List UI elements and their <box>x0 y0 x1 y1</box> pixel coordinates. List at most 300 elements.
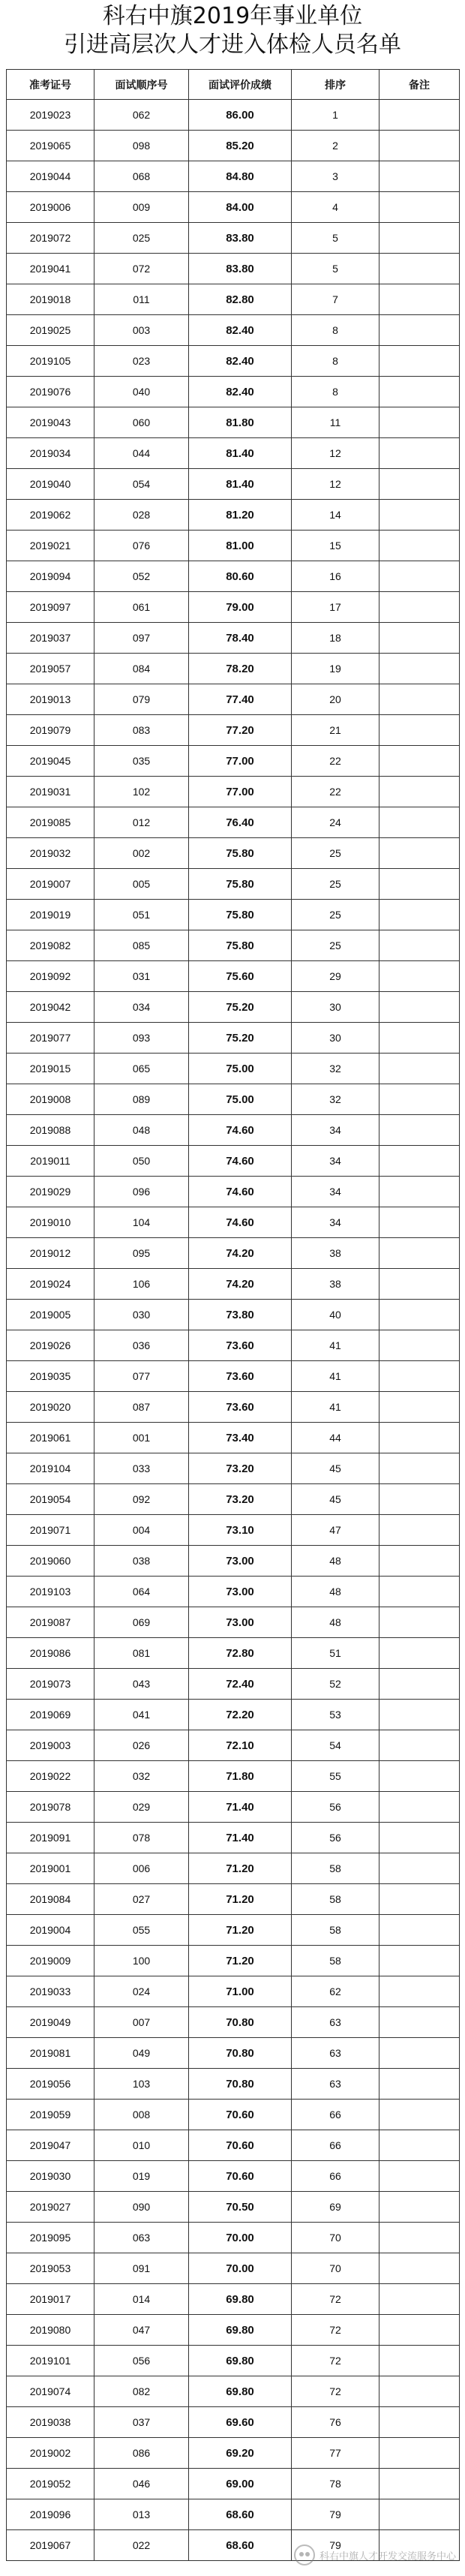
cell-interview-score: 71.80 <box>189 1761 292 1792</box>
table-row <box>7 807 460 838</box>
cell-rank: 58 <box>292 1915 380 1946</box>
cell-remarks <box>380 531 460 561</box>
cell-exam-number: 2019021 <box>7 531 94 561</box>
cell-rank: 29 <box>292 961 380 992</box>
cell-exam-number: 2019065 <box>7 131 94 161</box>
cell-interview-score: 71.40 <box>189 1792 292 1823</box>
cell-remarks <box>380 2284 460 2315</box>
cell-remarks <box>380 254 460 284</box>
cell-remarks <box>380 869 460 900</box>
cell-interview-score: 71.20 <box>189 1946 292 1976</box>
cell-interview-order: 063 <box>94 2223 189 2253</box>
cell-rank: 24 <box>292 807 380 838</box>
cell-remarks <box>380 1638 460 1669</box>
table-row <box>7 161 460 192</box>
table-row <box>7 1607 460 1638</box>
cell-rank: 32 <box>292 1084 380 1115</box>
cell-interview-order: 007 <box>94 2007 189 2038</box>
cell-remarks <box>380 1269 460 1300</box>
cell-exam-number: 2019026 <box>7 1330 94 1361</box>
cell-interview-score: 72.80 <box>189 1638 292 1669</box>
cell-exam-number: 2019060 <box>7 1546 94 1577</box>
cell-exam-number: 2019096 <box>7 2499 94 2530</box>
cell-exam-number: 2019019 <box>7 900 94 930</box>
table-row <box>7 1269 460 1300</box>
table-row <box>7 1453 460 1484</box>
cell-interview-order: 037 <box>94 2407 189 2438</box>
table-row <box>7 254 460 284</box>
cell-rank: 2 <box>292 131 380 161</box>
cell-interview-order: 095 <box>94 1238 189 1269</box>
cell-exam-number: 2019032 <box>7 838 94 869</box>
cell-interview-order: 012 <box>94 807 189 838</box>
cell-interview-score: 73.80 <box>189 1300 292 1330</box>
table-body <box>7 100 460 2561</box>
cell-rank: 70 <box>292 2253 380 2284</box>
table-header-row <box>7 70 460 100</box>
cell-interview-order: 028 <box>94 500 189 531</box>
cell-interview-order: 032 <box>94 1761 189 1792</box>
table-row <box>7 1084 460 1115</box>
cell-remarks <box>380 1792 460 1823</box>
cell-interview-score: 71.20 <box>189 1915 292 1946</box>
cell-rank: 19 <box>292 654 380 684</box>
cell-interview-order: 029 <box>94 1792 189 1823</box>
cell-interview-order: 048 <box>94 1115 189 1146</box>
cell-interview-score: 75.60 <box>189 961 292 992</box>
cell-rank: 38 <box>292 1269 380 1300</box>
cell-interview-score: 77.00 <box>189 746 292 777</box>
cell-interview-order: 096 <box>94 1177 189 1207</box>
cell-exam-number: 2019004 <box>7 1915 94 1946</box>
cell-interview-order: 060 <box>94 407 189 438</box>
cell-interview-score: 74.60 <box>189 1177 292 1207</box>
cell-interview-score: 70.60 <box>189 2161 292 2192</box>
cell-remarks <box>380 1607 460 1638</box>
header-rank: 排序 <box>292 70 380 100</box>
cell-rank: 3 <box>292 161 380 192</box>
cell-interview-order: 043 <box>94 1669 189 1700</box>
cell-interview-score: 73.00 <box>189 1546 292 1577</box>
table-row <box>7 100 460 131</box>
cell-remarks <box>380 1730 460 1761</box>
cell-interview-order: 092 <box>94 1484 189 1515</box>
cell-rank: 14 <box>292 500 380 531</box>
cell-rank: 12 <box>292 438 380 469</box>
cell-interview-score: 77.20 <box>189 715 292 746</box>
table-row <box>7 1730 460 1761</box>
table-row <box>7 2038 460 2069</box>
cell-interview-order: 035 <box>94 746 189 777</box>
cell-exam-number: 2019097 <box>7 592 94 623</box>
table-row <box>7 438 460 469</box>
cell-interview-order: 054 <box>94 469 189 500</box>
cell-exam-number: 2019056 <box>7 2069 94 2100</box>
cell-interview-score: 75.80 <box>189 930 292 961</box>
cell-rank: 11 <box>292 407 380 438</box>
cell-interview-score: 70.60 <box>189 2130 292 2161</box>
table-row <box>7 315 460 346</box>
cell-remarks <box>380 900 460 930</box>
table-row <box>7 407 460 438</box>
table-row <box>7 1177 460 1207</box>
cell-rank: 25 <box>292 869 380 900</box>
cell-exam-number: 2019008 <box>7 1084 94 1115</box>
cell-interview-order: 106 <box>94 1269 189 1300</box>
cell-remarks <box>380 561 460 592</box>
cell-interview-order: 064 <box>94 1577 189 1607</box>
cell-rank: 41 <box>292 1392 380 1423</box>
cell-remarks <box>380 2100 460 2130</box>
cell-interview-order: 051 <box>94 900 189 930</box>
cell-rank: 34 <box>292 1207 380 1238</box>
table-row <box>7 2223 460 2253</box>
table-row <box>7 223 460 254</box>
cell-interview-score: 68.60 <box>189 2499 292 2530</box>
cell-interview-order: 005 <box>94 869 189 900</box>
cell-interview-score: 71.40 <box>189 1823 292 1853</box>
wechat-logo-icon <box>294 2544 315 2565</box>
cell-remarks <box>380 961 460 992</box>
cell-interview-score: 75.80 <box>189 838 292 869</box>
cell-remarks <box>380 930 460 961</box>
cell-exam-number: 2019081 <box>7 2038 94 2069</box>
cell-remarks <box>380 161 460 192</box>
cell-exam-number: 2019101 <box>7 2346 94 2376</box>
cell-exam-number: 2019071 <box>7 1515 94 1546</box>
cell-rank: 20 <box>292 684 380 715</box>
cell-interview-score: 78.40 <box>189 623 292 654</box>
cell-exam-number: 2019038 <box>7 2407 94 2438</box>
cell-interview-order: 065 <box>94 1054 189 1084</box>
cell-rank: 58 <box>292 1884 380 1915</box>
cell-remarks <box>380 1853 460 1884</box>
table-row <box>7 1577 460 1607</box>
cell-remarks <box>380 100 460 131</box>
cell-exam-number: 2019077 <box>7 1023 94 1054</box>
cell-rank: 52 <box>292 1669 380 1700</box>
cell-interview-order: 081 <box>94 1638 189 1669</box>
cell-rank: 5 <box>292 223 380 254</box>
cell-interview-order: 089 <box>94 1084 189 1115</box>
table-row <box>7 1792 460 1823</box>
cell-interview-order: 013 <box>94 2499 189 2530</box>
header-interview-order: 面试顺序号 <box>94 70 189 100</box>
cell-interview-score: 81.20 <box>189 500 292 531</box>
cell-remarks <box>380 2407 460 2438</box>
cell-interview-score: 73.20 <box>189 1453 292 1484</box>
cell-interview-order: 077 <box>94 1361 189 1392</box>
table-row <box>7 561 460 592</box>
cell-remarks <box>380 1300 460 1330</box>
cell-interview-order: 019 <box>94 2161 189 2192</box>
cell-interview-score: 70.50 <box>189 2192 292 2223</box>
table-row <box>7 1423 460 1453</box>
table-row <box>7 1146 460 1177</box>
cell-exam-number: 2019044 <box>7 161 94 192</box>
cell-interview-order: 085 <box>94 930 189 961</box>
cell-interview-order: 097 <box>94 623 189 654</box>
cell-interview-order: 093 <box>94 1023 189 1054</box>
cell-exam-number: 2019022 <box>7 1761 94 1792</box>
cell-interview-score: 77.40 <box>189 684 292 715</box>
cell-exam-number: 2019015 <box>7 1054 94 1084</box>
cell-interview-order: 050 <box>94 1146 189 1177</box>
table-row <box>7 2007 460 2038</box>
cell-rank: 63 <box>292 2069 380 2100</box>
cell-interview-order: 079 <box>94 684 189 715</box>
cell-exam-number: 2019035 <box>7 1361 94 1392</box>
cell-remarks <box>380 1823 460 1853</box>
table-row <box>7 2192 460 2223</box>
table-row <box>7 2469 460 2499</box>
cell-interview-score: 83.80 <box>189 254 292 284</box>
cell-rank: 79 <box>292 2499 380 2530</box>
cell-interview-score: 75.00 <box>189 1054 292 1084</box>
cell-rank: 77 <box>292 2438 380 2469</box>
table-row <box>7 623 460 654</box>
table-row <box>7 1761 460 1792</box>
table-row <box>7 1884 460 1915</box>
cell-interview-order: 061 <box>94 592 189 623</box>
cell-rank: 72 <box>292 2346 380 2376</box>
table-row <box>7 1638 460 1669</box>
cell-exam-number: 2019037 <box>7 623 94 654</box>
table-row <box>7 1392 460 1423</box>
cell-rank: 8 <box>292 315 380 346</box>
cell-interview-order: 084 <box>94 654 189 684</box>
cell-interview-order: 033 <box>94 1453 189 1484</box>
cell-exam-number: 2019079 <box>7 715 94 746</box>
cell-remarks <box>380 2007 460 2038</box>
cell-rank: 4 <box>292 192 380 223</box>
cell-remarks <box>380 1392 460 1423</box>
cell-rank: 32 <box>292 1054 380 1084</box>
header-exam-number: 准考证号 <box>7 70 94 100</box>
cell-remarks <box>380 1884 460 1915</box>
cell-rank: 25 <box>292 930 380 961</box>
cell-exam-number: 2019025 <box>7 315 94 346</box>
cell-remarks <box>380 2469 460 2499</box>
cell-interview-score: 81.80 <box>189 407 292 438</box>
cell-interview-score: 75.80 <box>189 869 292 900</box>
cell-rank: 76 <box>292 2407 380 2438</box>
cell-remarks <box>380 438 460 469</box>
cell-interview-order: 047 <box>94 2315 189 2346</box>
cell-exam-number: 2019047 <box>7 2130 94 2161</box>
cell-exam-number: 2019078 <box>7 1792 94 1823</box>
cell-exam-number: 2019003 <box>7 1730 94 1761</box>
cell-exam-number: 2019095 <box>7 2223 94 2253</box>
cell-remarks <box>380 2130 460 2161</box>
cell-exam-number: 2019052 <box>7 2469 94 2499</box>
cell-interview-score: 73.10 <box>189 1515 292 1546</box>
cell-remarks <box>380 2315 460 2346</box>
cell-interview-score: 70.00 <box>189 2253 292 2284</box>
cell-remarks <box>380 623 460 654</box>
cell-exam-number: 2019094 <box>7 561 94 592</box>
cell-interview-score: 71.00 <box>189 1976 292 2007</box>
cell-interview-order: 003 <box>94 315 189 346</box>
cell-interview-order: 024 <box>94 1976 189 2007</box>
cell-exam-number: 2019045 <box>7 746 94 777</box>
cell-rank: 78 <box>292 2469 380 2499</box>
cell-interview-order: 076 <box>94 531 189 561</box>
document-subtitle: 引进高层次人才进入体检人员名单 <box>64 32 401 58</box>
cell-exam-number: 2019057 <box>7 654 94 684</box>
cell-interview-score: 70.00 <box>189 2223 292 2253</box>
cell-interview-score: 72.20 <box>189 1700 292 1730</box>
cell-interview-score: 69.80 <box>189 2346 292 2376</box>
cell-interview-order: 006 <box>94 1853 189 1884</box>
cell-exam-number: 2019043 <box>7 407 94 438</box>
cell-interview-score: 82.40 <box>189 377 292 407</box>
cell-interview-order: 087 <box>94 1392 189 1423</box>
table-row <box>7 2161 460 2192</box>
cell-remarks <box>380 1146 460 1177</box>
cell-interview-score: 83.80 <box>189 223 292 254</box>
cell-remarks <box>380 2499 460 2530</box>
cell-interview-order: 068 <box>94 161 189 192</box>
cell-interview-score: 73.60 <box>189 1330 292 1361</box>
cell-interview-score: 70.80 <box>189 2038 292 2069</box>
cell-rank: 34 <box>292 1146 380 1177</box>
cell-rank: 69 <box>292 2192 380 2223</box>
table-row <box>7 1207 460 1238</box>
cell-interview-order: 011 <box>94 284 189 315</box>
cell-rank: 18 <box>292 623 380 654</box>
cell-interview-score: 82.80 <box>189 284 292 315</box>
cell-rank: 72 <box>292 2284 380 2315</box>
cell-interview-score: 72.40 <box>189 1669 292 1700</box>
cell-interview-order: 046 <box>94 2469 189 2499</box>
cell-interview-score: 75.00 <box>189 1084 292 1115</box>
cell-interview-order: 036 <box>94 1330 189 1361</box>
table-row <box>7 2499 460 2530</box>
cell-remarks <box>380 1484 460 1515</box>
table-row <box>7 1976 460 2007</box>
cell-exam-number: 2019082 <box>7 930 94 961</box>
cell-interview-score: 82.40 <box>189 346 292 377</box>
header-interview-score: 面试评价成绩 <box>189 70 292 100</box>
cell-interview-score: 73.20 <box>189 1484 292 1515</box>
cell-exam-number: 2019087 <box>7 1607 94 1638</box>
cell-interview-score: 86.00 <box>189 100 292 131</box>
table-row <box>7 684 460 715</box>
cell-exam-number: 2019092 <box>7 961 94 992</box>
cell-interview-order: 062 <box>94 100 189 131</box>
cell-remarks <box>380 1177 460 1207</box>
cell-interview-score: 73.40 <box>189 1423 292 1453</box>
cell-exam-number: 2019103 <box>7 1577 94 1607</box>
cell-rank: 17 <box>292 592 380 623</box>
cell-rank: 8 <box>292 377 380 407</box>
cell-remarks <box>380 469 460 500</box>
cell-interview-score: 79.00 <box>189 592 292 623</box>
candidate-table <box>6 69 460 2561</box>
cell-remarks <box>380 654 460 684</box>
cell-interview-score: 81.40 <box>189 469 292 500</box>
table-row <box>7 2376 460 2407</box>
cell-interview-order: 098 <box>94 131 189 161</box>
cell-interview-score: 75.20 <box>189 1023 292 1054</box>
cell-interview-score: 74.60 <box>189 1115 292 1146</box>
cell-rank: 54 <box>292 1730 380 1761</box>
cell-exam-number: 2019012 <box>7 1238 94 1269</box>
cell-interview-order: 001 <box>94 1423 189 1453</box>
table-row <box>7 1484 460 1515</box>
table-row <box>7 500 460 531</box>
table-row <box>7 992 460 1023</box>
cell-remarks <box>380 2161 460 2192</box>
cell-remarks <box>380 2253 460 2284</box>
cell-interview-score: 69.80 <box>189 2376 292 2407</box>
cell-interview-score: 76.40 <box>189 807 292 838</box>
cell-interview-order: 030 <box>94 1300 189 1330</box>
cell-exam-number: 2019085 <box>7 807 94 838</box>
cell-remarks <box>380 223 460 254</box>
cell-rank: 55 <box>292 1761 380 1792</box>
cell-exam-number: 2019030 <box>7 2161 94 2192</box>
table-row <box>7 715 460 746</box>
cell-interview-score: 70.80 <box>189 2007 292 2038</box>
table-row <box>7 192 460 223</box>
cell-remarks <box>380 1546 460 1577</box>
cell-interview-order: 049 <box>94 2038 189 2069</box>
table-row <box>7 1915 460 1946</box>
cell-remarks <box>380 1423 460 1453</box>
cell-interview-order: 078 <box>94 1823 189 1853</box>
cell-interview-score: 73.60 <box>189 1392 292 1423</box>
cell-rank: 48 <box>292 1577 380 1607</box>
cell-rank: 25 <box>292 900 380 930</box>
cell-remarks <box>380 1330 460 1361</box>
cell-rank: 53 <box>292 1700 380 1730</box>
cell-exam-number: 2019006 <box>7 192 94 223</box>
cell-interview-order: 014 <box>94 2284 189 2315</box>
cell-rank: 7 <box>292 284 380 315</box>
table-row <box>7 2438 460 2469</box>
cell-interview-order: 009 <box>94 192 189 223</box>
cell-exam-number: 2019042 <box>7 992 94 1023</box>
cell-remarks <box>380 284 460 315</box>
cell-exam-number: 2019059 <box>7 2100 94 2130</box>
cell-rank: 48 <box>292 1546 380 1577</box>
cell-rank: 30 <box>292 1023 380 1054</box>
cell-exam-number: 2019017 <box>7 2284 94 2315</box>
table-row <box>7 592 460 623</box>
cell-remarks <box>380 2376 460 2407</box>
cell-interview-score: 69.20 <box>189 2438 292 2469</box>
cell-interview-order: 022 <box>94 2530 189 2561</box>
cell-rank: 72 <box>292 2315 380 2346</box>
cell-interview-score: 75.20 <box>189 992 292 1023</box>
cell-interview-order: 041 <box>94 1700 189 1730</box>
table-row <box>7 1669 460 1700</box>
table-row <box>7 961 460 992</box>
cell-exam-number: 2019002 <box>7 2438 94 2469</box>
cell-exam-number: 2019086 <box>7 1638 94 1669</box>
cell-remarks <box>380 715 460 746</box>
cell-interview-order: 040 <box>94 377 189 407</box>
cell-interview-order: 027 <box>94 1884 189 1915</box>
cell-rank: 62 <box>292 1976 380 2007</box>
cell-interview-order: 090 <box>94 2192 189 2223</box>
cell-interview-order: 004 <box>94 1515 189 1546</box>
table-row <box>7 346 460 377</box>
cell-remarks <box>380 1946 460 1976</box>
cell-remarks <box>380 2438 460 2469</box>
